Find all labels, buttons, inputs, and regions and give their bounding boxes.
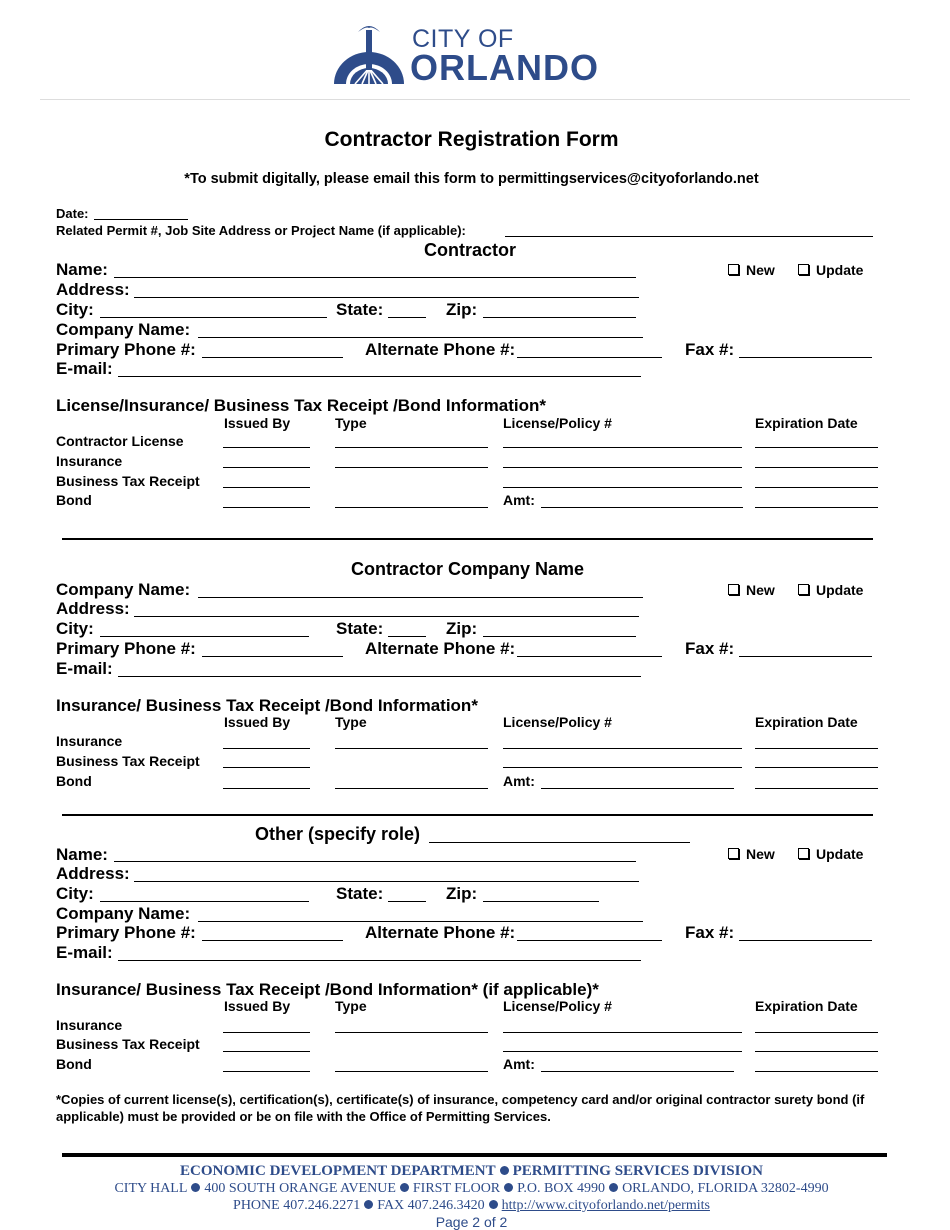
other-role-field[interactable] xyxy=(429,842,690,843)
expiration-date-field[interactable] xyxy=(755,447,878,448)
amount-field[interactable] xyxy=(541,507,743,508)
new-checkbox[interactable]: New xyxy=(728,846,775,862)
state-label: State: xyxy=(336,300,384,319)
section-divider xyxy=(62,538,873,540)
fax-field[interactable] xyxy=(739,357,872,358)
primary-phone-field[interactable] xyxy=(202,940,343,941)
company-section-title: Contractor Company Name xyxy=(351,559,585,579)
expiration-date-field[interactable] xyxy=(755,1071,878,1072)
expiration-date-header: Expiration Date xyxy=(755,998,858,1014)
alternate-phone-field[interactable] xyxy=(517,656,662,657)
logo-city-of: CITY OF xyxy=(412,25,514,53)
bullet-icon xyxy=(504,1183,513,1192)
email-field[interactable] xyxy=(118,376,641,377)
update-checkbox[interactable]: Update xyxy=(798,582,863,598)
insurance-label: Insurance xyxy=(56,1017,123,1033)
address-field[interactable] xyxy=(134,616,639,617)
address-label: Address: xyxy=(56,599,130,618)
department-name: ECONOMIC DEVELOPMENT DEPARTMENT xyxy=(180,1163,496,1179)
bullet-icon xyxy=(489,1200,498,1209)
issued-by-field[interactable] xyxy=(223,767,310,768)
type-header: Type xyxy=(335,415,367,431)
expiration-date-field[interactable] xyxy=(755,1051,878,1052)
name-field[interactable] xyxy=(114,277,636,278)
fax-label: Fax #: xyxy=(685,923,735,942)
submission-instruction: *To submit digitally, please email this form to permittingservices@cityoforlando.net xyxy=(184,171,759,187)
alternate-phone-label: Alternate Phone #: xyxy=(365,639,516,658)
bullet-icon xyxy=(364,1200,373,1209)
division-name: PERMITTING SERVICES DIVISION xyxy=(512,1163,763,1179)
type-header: Type xyxy=(335,998,367,1014)
footer-fax: FAX 407.246.3420 xyxy=(377,1198,485,1213)
license-policy-field[interactable] xyxy=(503,1051,742,1052)
bullet-icon xyxy=(500,1166,509,1175)
state-field[interactable] xyxy=(388,901,426,902)
business-tax-receipt-label: Business Tax Receipt xyxy=(56,1036,200,1052)
business-tax-receipt-label: Business Tax Receipt xyxy=(56,753,200,769)
page-title: Contractor Registration Form xyxy=(324,128,619,151)
checkbox-icon xyxy=(728,584,739,595)
type-field[interactable] xyxy=(335,788,488,789)
footer-department-line xyxy=(0,1163,943,1180)
license-policy-field[interactable] xyxy=(503,748,742,749)
logo-orlando: ORLANDO xyxy=(410,47,599,88)
bond-label: Bond xyxy=(56,773,92,789)
expiration-date-field[interactable] xyxy=(755,507,878,508)
fax-field[interactable] xyxy=(739,940,872,941)
issued-by-field[interactable] xyxy=(223,507,310,508)
expiration-date-header: Expiration Date xyxy=(755,415,858,431)
expiration-date-field[interactable] xyxy=(755,748,878,749)
license-policy-field[interactable] xyxy=(503,767,742,768)
type-field[interactable] xyxy=(335,1032,488,1033)
email-label: E-mail: xyxy=(56,659,113,678)
footer-address-line: CITY HALL 400 SOUTH ORANGE AVENUE FIRST FLOOR P.O. BOX 4990 ORLANDO, FLORIDA 32802-4990 xyxy=(114,1181,829,1196)
name-label: Name: xyxy=(56,260,108,279)
alternate-phone-label: Alternate Phone #: xyxy=(365,340,516,359)
amt-label: Amt: xyxy=(503,773,535,789)
footer-contact-line xyxy=(0,1198,943,1214)
related-permit-label: Related Permit #, Job Site Address or Project Name (if applicable): xyxy=(56,223,466,238)
primary-phone-label: Primary Phone #: xyxy=(56,340,196,359)
zip-field[interactable] xyxy=(483,901,599,902)
address-label: Address: xyxy=(56,280,130,299)
contractor-section-title: Contractor xyxy=(424,240,517,260)
checkbox-icon xyxy=(728,264,739,275)
company-name-label: Company Name: xyxy=(56,580,191,599)
primary-phone-label: Primary Phone #: xyxy=(56,639,196,658)
city-logo xyxy=(332,20,622,86)
primary-phone-field[interactable] xyxy=(202,656,343,657)
city-label: City: xyxy=(56,300,94,319)
email-field[interactable] xyxy=(118,960,641,961)
update-checkbox[interactable]: Update xyxy=(798,846,863,862)
name-label: Name: xyxy=(56,845,108,864)
city-label: City: xyxy=(56,619,94,638)
issued-by-header: Issued By xyxy=(224,415,291,431)
expiration-date-field[interactable] xyxy=(755,487,878,488)
license-policy-header: License/Policy # xyxy=(503,415,612,431)
city-field[interactable] xyxy=(100,636,309,637)
amount-field[interactable] xyxy=(541,788,734,789)
primary-phone-label: Primary Phone #: xyxy=(56,923,196,942)
state-field[interactable] xyxy=(388,636,426,637)
new-checkbox[interactable]: New xyxy=(728,262,775,278)
checkbox-icon xyxy=(798,848,809,859)
amt-label: Amt: xyxy=(503,492,535,508)
issued-by-header: Issued By xyxy=(224,714,291,730)
issued-by-field[interactable] xyxy=(223,1032,310,1033)
zip-label: Zip: xyxy=(446,619,478,638)
page-number: Page 2 of 2 xyxy=(435,1214,508,1230)
issued-by-field[interactable] xyxy=(223,788,310,789)
company-info-heading: Insurance/ Business Tax Receipt /Bond Information* xyxy=(56,696,478,715)
alternate-phone-field[interactable] xyxy=(517,357,662,358)
alternate-phone-label: Alternate Phone #: xyxy=(365,923,516,942)
fax-label: Fax #: xyxy=(685,639,735,658)
bullet-icon xyxy=(609,1183,618,1192)
email-label: E-mail: xyxy=(56,359,113,378)
expiration-date-field[interactable] xyxy=(755,767,878,768)
license-policy-field[interactable] xyxy=(503,487,742,488)
issued-by-field[interactable] xyxy=(223,748,310,749)
issued-by-field[interactable] xyxy=(223,1051,310,1052)
amount-field[interactable] xyxy=(541,1071,734,1072)
name-field[interactable] xyxy=(114,861,636,862)
city-label: City: xyxy=(56,884,94,903)
address-label: Address: xyxy=(56,864,130,883)
checkbox-icon xyxy=(798,584,809,595)
amt-label: Amt: xyxy=(503,1056,535,1072)
license-policy-header: License/Policy # xyxy=(503,714,612,730)
other-section-title: Other (specify role) xyxy=(255,824,421,844)
zip-label: Zip: xyxy=(446,300,478,319)
date-field[interactable] xyxy=(94,219,188,220)
expiration-date-field[interactable] xyxy=(755,788,878,789)
bond-label: Bond xyxy=(56,1056,92,1072)
city-field[interactable] xyxy=(100,317,327,318)
license-policy-field[interactable] xyxy=(503,447,742,448)
issued-by-field[interactable] xyxy=(223,1071,310,1072)
state-label: State: xyxy=(336,619,384,638)
fax-label: Fax #: xyxy=(685,340,735,359)
type-field[interactable] xyxy=(335,748,488,749)
type-header: Type xyxy=(335,714,367,730)
email-label: E-mail: xyxy=(56,943,113,962)
bond-label: Bond xyxy=(56,492,92,508)
state-field[interactable] xyxy=(388,317,426,318)
city-dome-icon xyxy=(332,22,406,86)
fax-field[interactable] xyxy=(739,656,872,657)
expiration-date-field[interactable] xyxy=(755,1032,878,1033)
email-field[interactable] xyxy=(118,676,641,677)
type-field[interactable] xyxy=(335,447,488,448)
company-name-label: Company Name: xyxy=(56,904,191,923)
expiration-date-header: Expiration Date xyxy=(755,714,858,730)
section-divider xyxy=(62,814,873,816)
checkbox-icon xyxy=(728,848,739,859)
zip-label: Zip: xyxy=(446,884,478,903)
license-info-heading: License/Insurance/ Business Tax Receipt /Bond Information* xyxy=(56,396,546,415)
alternate-phone-field[interactable] xyxy=(517,940,662,941)
company-name-label: Company Name: xyxy=(56,320,191,339)
insurance-label: Insurance xyxy=(56,733,123,749)
issued-by-field[interactable] xyxy=(223,447,310,448)
zip-field[interactable] xyxy=(483,317,636,318)
related-permit-field[interactable] xyxy=(505,236,873,237)
issued-by-header: Issued By xyxy=(224,998,291,1014)
issued-by-field[interactable] xyxy=(223,467,310,468)
contractor-license-label: Contractor License xyxy=(56,433,184,449)
permits-link[interactable]: http://www.cityoforlando.net/permits xyxy=(501,1198,710,1213)
address-field[interactable] xyxy=(134,297,639,298)
update-checkbox[interactable]: Update xyxy=(798,262,863,278)
state-label: State: xyxy=(336,884,384,903)
address-field[interactable] xyxy=(134,881,639,882)
type-field[interactable] xyxy=(335,1071,488,1072)
footer-phone: PHONE 407.246.2271 xyxy=(233,1198,361,1213)
header-divider xyxy=(40,99,910,100)
license-policy-field[interactable] xyxy=(503,467,742,468)
date-label: Date: xyxy=(56,206,89,221)
bullet-icon xyxy=(400,1183,409,1192)
type-field[interactable] xyxy=(335,507,488,508)
company-name-field[interactable] xyxy=(198,597,643,598)
footer-divider xyxy=(62,1153,887,1157)
documentation-footnote: *Copies of current license(s), certification(s), certificate(s) of insurance, competency card and/or original contractor surety bond (if applicable) must be provided or be on file with the Office of Permitting Services. xyxy=(56,1092,865,1124)
type-field[interactable] xyxy=(335,467,488,468)
license-policy-header: License/Policy # xyxy=(503,998,612,1014)
checkbox-icon xyxy=(798,264,809,275)
insurance-label: Insurance xyxy=(56,453,123,469)
primary-phone-field[interactable] xyxy=(202,357,343,358)
new-checkbox[interactable]: New xyxy=(728,582,775,598)
company-name-field[interactable] xyxy=(198,337,643,338)
zip-field[interactable] xyxy=(483,636,636,637)
other-info-heading: Insurance/ Business Tax Receipt /Bond Information* (if applicable)* xyxy=(56,980,599,999)
company-name-field[interactable] xyxy=(198,921,643,922)
issued-by-field[interactable] xyxy=(223,487,310,488)
bullet-icon xyxy=(191,1183,200,1192)
license-policy-field[interactable] xyxy=(503,1032,742,1033)
city-field[interactable] xyxy=(100,901,309,902)
expiration-date-field[interactable] xyxy=(755,467,878,468)
business-tax-receipt-label: Business Tax Receipt xyxy=(56,473,200,489)
